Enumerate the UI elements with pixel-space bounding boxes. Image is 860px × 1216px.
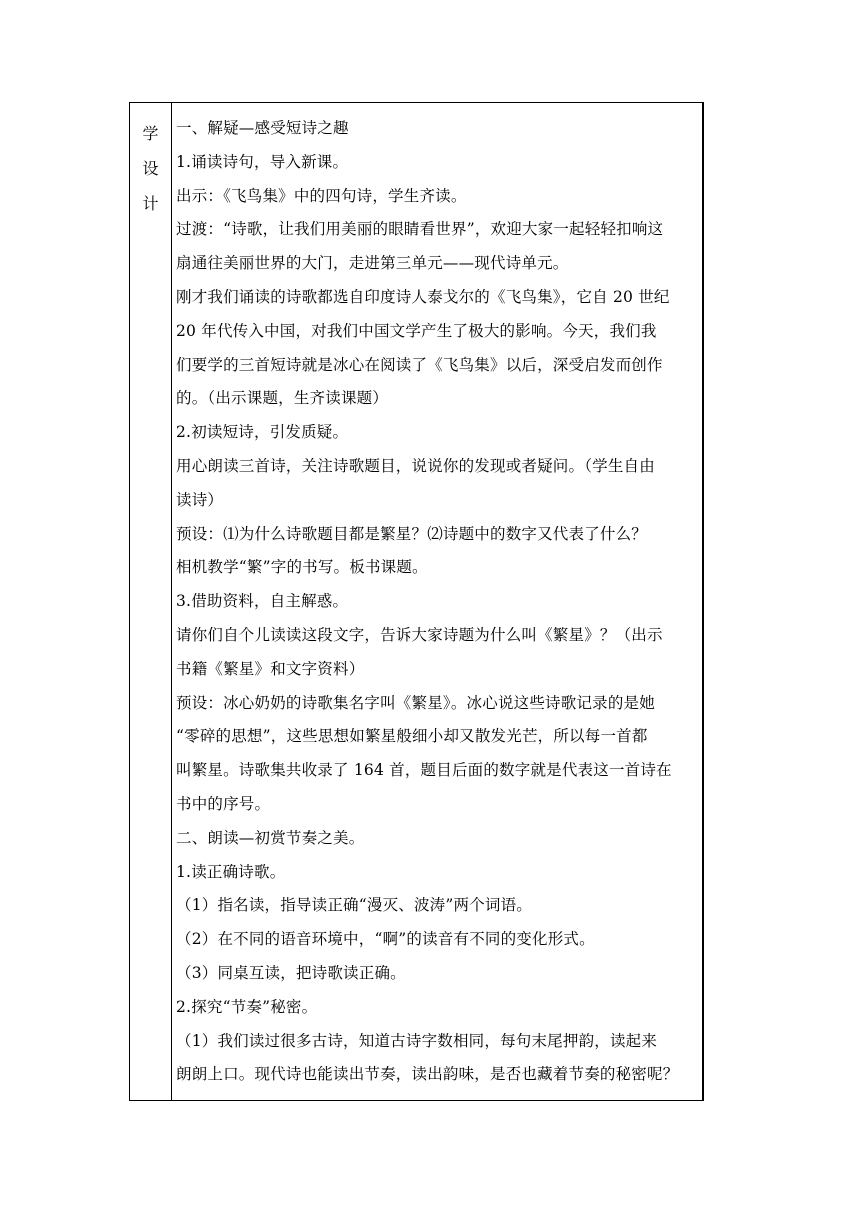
content-line: 1.诵读诗句，导入新课。 (176, 152, 349, 171)
content-line: 的。（出示课题，生齐读课题） (176, 389, 389, 408)
content-line: “零碎的思想”，这些思想如繁星般细小却又散发光芒，所以每一首都 (176, 727, 648, 746)
section-label-char: 计 (142, 194, 159, 213)
content-line: 朗朗上口。现代诗也能读出节奏，读出韵味，是否也藏着节奏的秘密呢？ (176, 1065, 679, 1084)
content-line: 20 年代传入中国，对我们中国文学产生了极大的影响。今天，我们我 (176, 321, 657, 340)
content-line: 预设：⑴为什么诗歌题目都是繁星？⑵诗题中的数字又代表了什么？ (176, 524, 648, 543)
content-line: 相机教学“繁”字的书写。板书课题。 (176, 558, 428, 577)
notes-cell (703, 103, 704, 1101)
content-line: 3.借助资料，自主解惑。 (176, 592, 349, 611)
content-line: 叫繁星。诗歌集共收录了 164 首，题目后面的数字就是代表这一首诗在 (176, 761, 672, 780)
section-label-char: 学 (142, 124, 159, 143)
content-line: 一、解疑—感受短诗之趣 (176, 119, 349, 137)
content-line: 书籍《繁星》和文字资料） (176, 659, 365, 678)
content-line: 刚才我们诵读的诗歌都选自印度诗人泰戈尔的《飞鸟集》，它自 20 世纪 (176, 287, 670, 306)
content-line: （1）指名读，指导读正确“漫灭、波涛”两个词语。 (176, 896, 533, 915)
content-line: （3）同桌互读，把诗歌读正确。 (176, 963, 406, 982)
content-line: 们要学的三首短诗就是冰心在阅读了《飞鸟集》以后，深受启发而创作 (176, 355, 663, 374)
design-content (172, 103, 702, 1092)
section-label (130, 103, 171, 221)
content-line: 预设：冰心奶奶的诗歌集名字叫《繁星》。冰心说这些诗歌记录的是她 (176, 693, 655, 712)
design-content-cell (172, 103, 703, 1101)
section-label-cell (130, 103, 172, 1101)
lesson-plan-table (129, 102, 704, 1101)
content-line: 请你们自个儿读读这段文字，告诉大家诗题为什么叫《繁星》？（出示 (176, 625, 663, 644)
content-line: 过渡：“诗歌，让我们用美丽的眼睛看世界”，欢迎大家一起轻轻扣响这 (176, 220, 664, 239)
content-line: 书中的序号。 (176, 794, 271, 813)
content-line: （2）在不同的语音环境中，“啊”的读音有不同的变化形式。 (176, 930, 595, 949)
content-line: 二、朗读—初赏节奏之美。 (176, 828, 365, 847)
content-line: 读诗） (176, 490, 224, 509)
content-line: 出示：《飞鸟集》中的四句诗，学生齐读。 (176, 186, 467, 205)
content-line: 用心朗读三首诗，关注诗歌题目，说说你的发现或者疑问。（学生自由 (176, 456, 655, 475)
content-line: （1）我们读过很多古诗，知道古诗字数相同，每句末尾押韵，读起来 (176, 1031, 658, 1050)
content-line: 2.初读短诗，引发质疑。 (176, 423, 349, 442)
content-line: 1.读正确诗歌。 (176, 862, 286, 881)
content-line: 扇通往美丽世界的大门，走进第三单元——现代诗单元。 (176, 254, 569, 273)
section-label-char: 设 (142, 159, 159, 178)
table-row (130, 103, 704, 1101)
content-line: 2.探究“节奏”秘密。 (176, 997, 318, 1016)
